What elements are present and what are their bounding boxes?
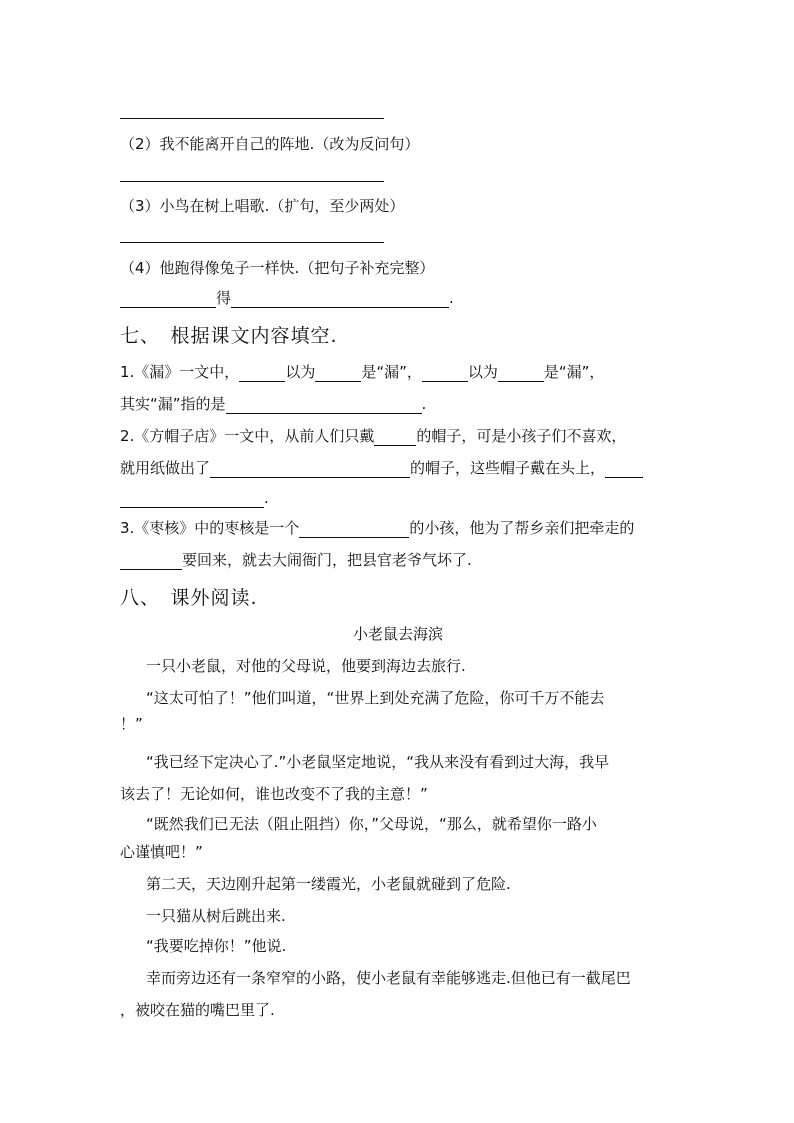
blank[interactable] — [239, 365, 285, 382]
story-line: 一只猫从树后跳出来. — [146, 907, 286, 925]
answer-line-2[interactable] — [120, 181, 384, 182]
answer-line-1[interactable] — [120, 118, 384, 119]
story-line: 心谨慎吧！” — [120, 843, 203, 861]
story-line: 一只小老鼠，对他的父母说，他要到海边去旅行. — [146, 657, 466, 675]
blank[interactable] — [120, 291, 216, 308]
fill-text: 的帽子，这些帽子戴在头上， — [410, 459, 606, 477]
item-7-1-line1 — [120, 362, 604, 382]
blank[interactable] — [210, 461, 410, 478]
question-6-3: （3）小鸟在树上唱歌.（扩句，至少两处） — [120, 197, 405, 215]
fill-text: 的小孩，他为了帮乡亲们把牵走的 — [409, 519, 635, 537]
answer-line-3[interactable] — [120, 242, 384, 243]
story-line: 该去了！无论如何，谁也改变不了我的主意！” — [120, 785, 428, 803]
question-6-4: （4）他跑得像兔子一样快.（把句子补充完整） — [120, 259, 435, 277]
story-line: “我已经下定决心了.”小老鼠坚定地说，“我从来没有看到过大海，我早 — [146, 753, 610, 771]
fill-text: 以为 — [467, 363, 498, 381]
item-7-3-line2 — [120, 550, 472, 570]
blank[interactable] — [374, 429, 416, 446]
blank[interactable] — [498, 365, 544, 382]
blank[interactable] — [231, 291, 449, 308]
fill-text: 2.《方帽子店》一文中，从前人们只戴 — [120, 427, 375, 445]
story-title: 小老鼠去海滨 — [352, 625, 443, 643]
section-8-heading: 八、 课外阅读. — [120, 587, 258, 609]
item-7-2-line2 — [120, 458, 643, 478]
blank[interactable] — [299, 521, 409, 538]
story-line: “我要吃掉你！”他说. — [146, 937, 287, 955]
question-6-2: （2）我不能离开自己的阵地.（改为反问句） — [120, 135, 420, 153]
fill-text: 就用纸做出了 — [120, 459, 211, 477]
fill-text: 3.《枣核》中的枣核是一个 — [120, 519, 300, 537]
section-7-heading: 七、 根据课文内容填空. — [120, 325, 338, 347]
fill-text: 得 — [216, 289, 232, 307]
question-6-4-fill — [120, 288, 454, 308]
item-7-2-line1 — [120, 426, 626, 446]
fill-text: 要回来，就去大闹衙门，把县官老爷气坏了. — [182, 551, 472, 569]
fill-text: . — [449, 289, 454, 307]
blank[interactable] — [422, 365, 468, 382]
fill-text: 是“漏”， — [361, 363, 422, 381]
item-7-1-line2 — [120, 394, 426, 414]
story-line: ，被咬在猫的嘴巴里了. — [120, 1001, 275, 1019]
blank[interactable] — [120, 491, 264, 508]
fill-text: . — [264, 489, 269, 507]
blank[interactable] — [605, 461, 643, 478]
story-line: “这太可怕了！”他们叫道，“世界上到处充满了危险，你可千万不能去 — [146, 689, 605, 707]
story-line: “既然我们已无法（阻止阻挡）你，”父母说，“那么，就希望你一路小 — [146, 815, 597, 833]
fill-text: 1.《漏》一文中， — [120, 363, 240, 381]
fill-text: 其实“漏”指的是 — [120, 395, 226, 413]
story-line: 第二天，天边刚升起第一缕霞光，小老鼠就碰到了危险. — [146, 875, 511, 893]
blank[interactable] — [226, 397, 422, 414]
fill-text: 以为 — [285, 363, 316, 381]
blank[interactable] — [315, 365, 361, 382]
item-7-3-line1 — [120, 518, 634, 538]
fill-text: 的帽子，可是小孩子们不喜欢， — [416, 427, 627, 445]
blank[interactable] — [120, 553, 182, 570]
story-line: 幸而旁边还有一条窄窄的小路，使小老鼠有幸能够逃走.但他已有一截尾巴 — [146, 969, 631, 987]
fill-text: 是“漏”， — [543, 363, 605, 381]
item-7-2-line3 — [120, 488, 269, 508]
fill-text: . — [421, 395, 427, 413]
story-line: ！” — [120, 715, 143, 733]
